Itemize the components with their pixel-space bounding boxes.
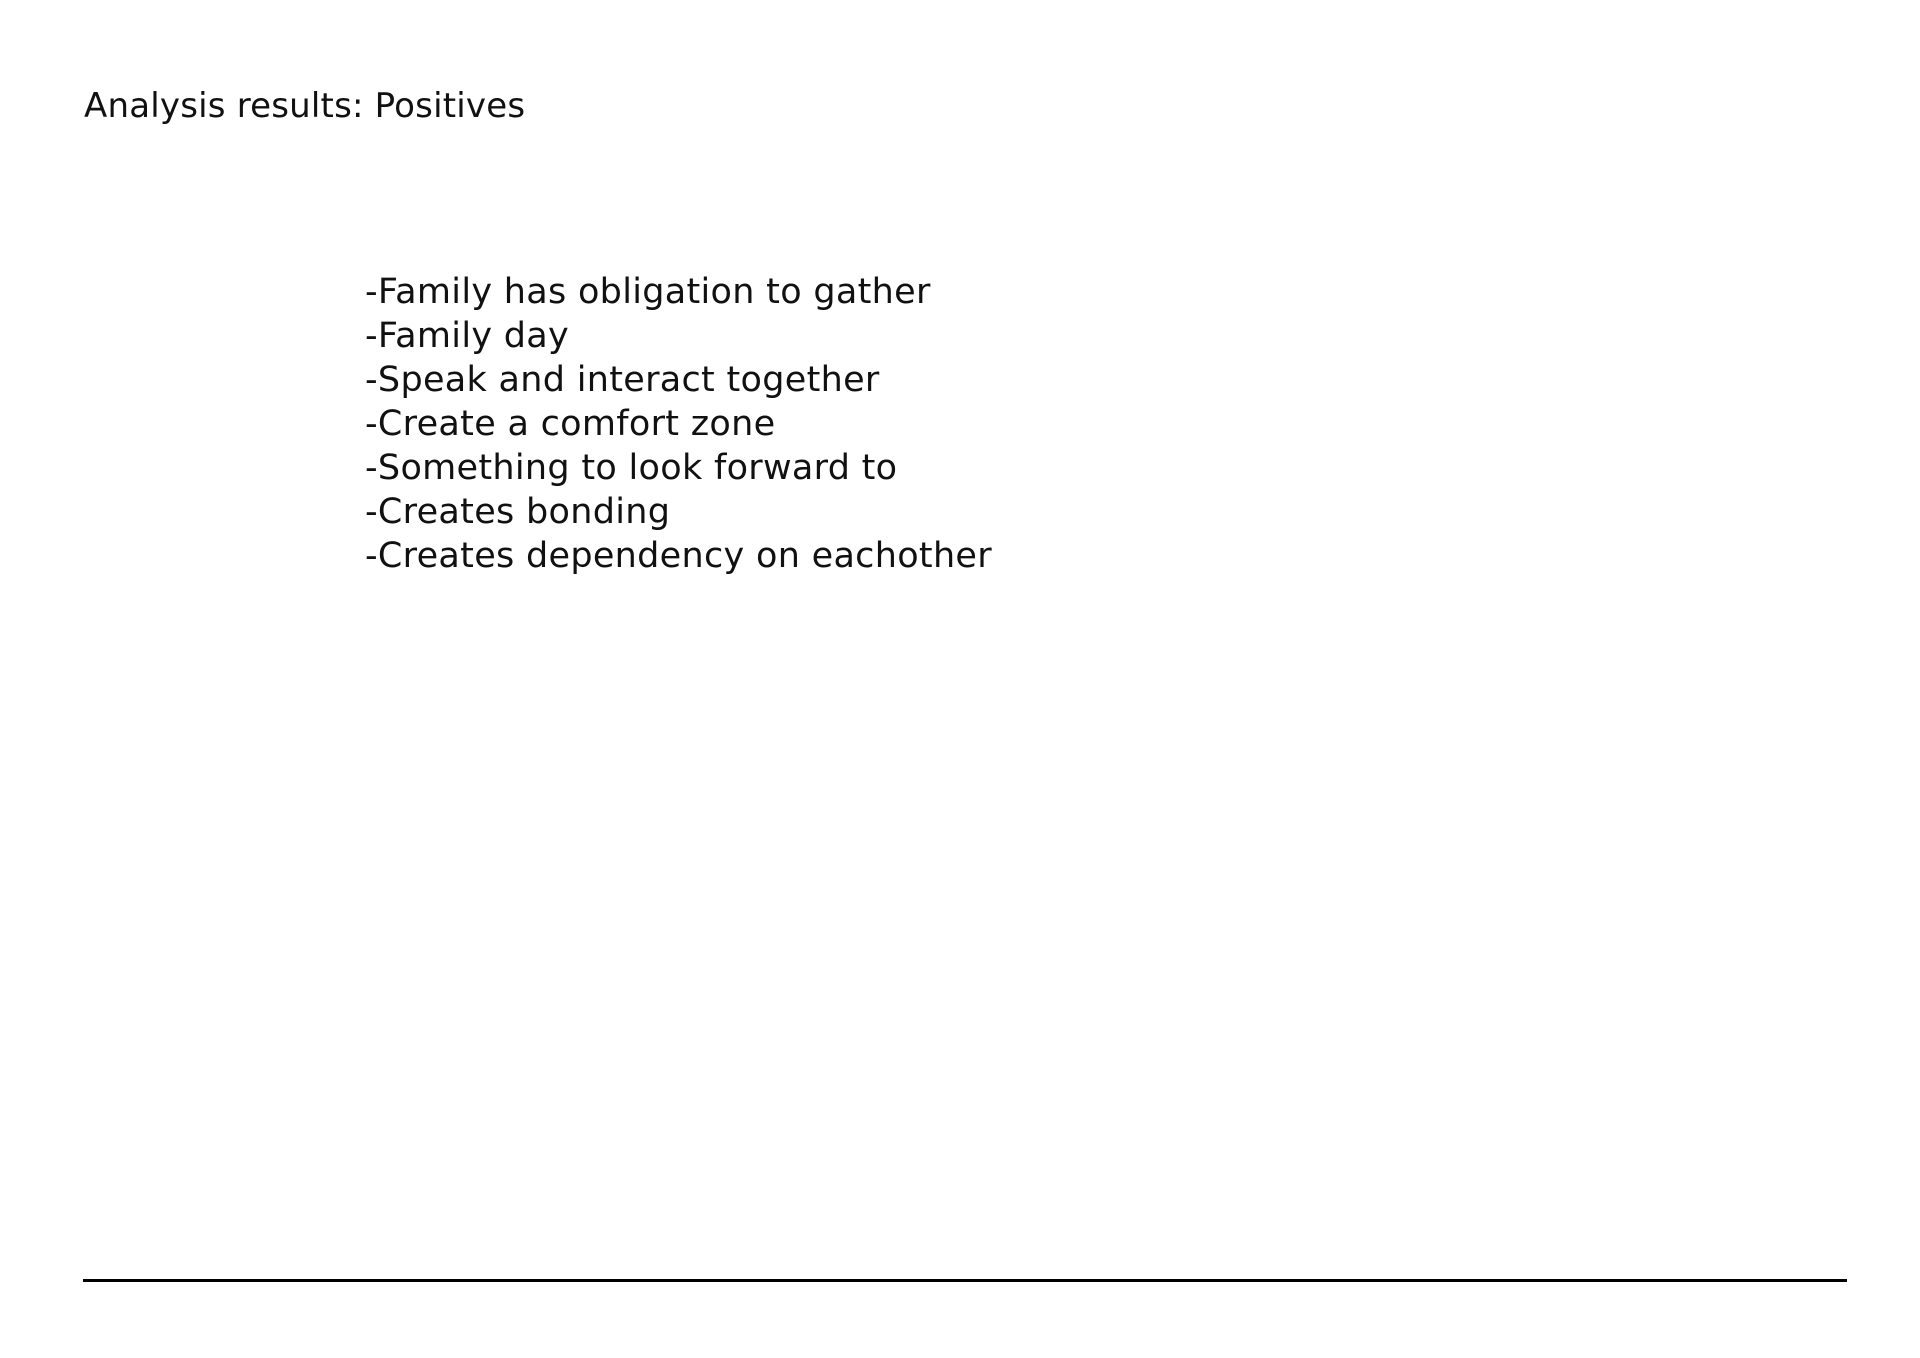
list-item: -Speak and interact together: [365, 360, 880, 400]
footer-divider: [83, 1279, 1847, 1282]
list-item: -Creates dependency on eachother: [365, 536, 992, 576]
list-item: -Family has obligation to gather: [365, 272, 931, 312]
positives-list: [365, 270, 992, 578]
list-item: -Something to look forward to: [365, 448, 898, 488]
list-item: -Creates bonding: [365, 492, 671, 532]
list-item: -Family day: [365, 316, 570, 356]
page-title: Analysis results: Positives: [84, 86, 526, 126]
list-item: -Create a comfort zone: [365, 404, 776, 444]
